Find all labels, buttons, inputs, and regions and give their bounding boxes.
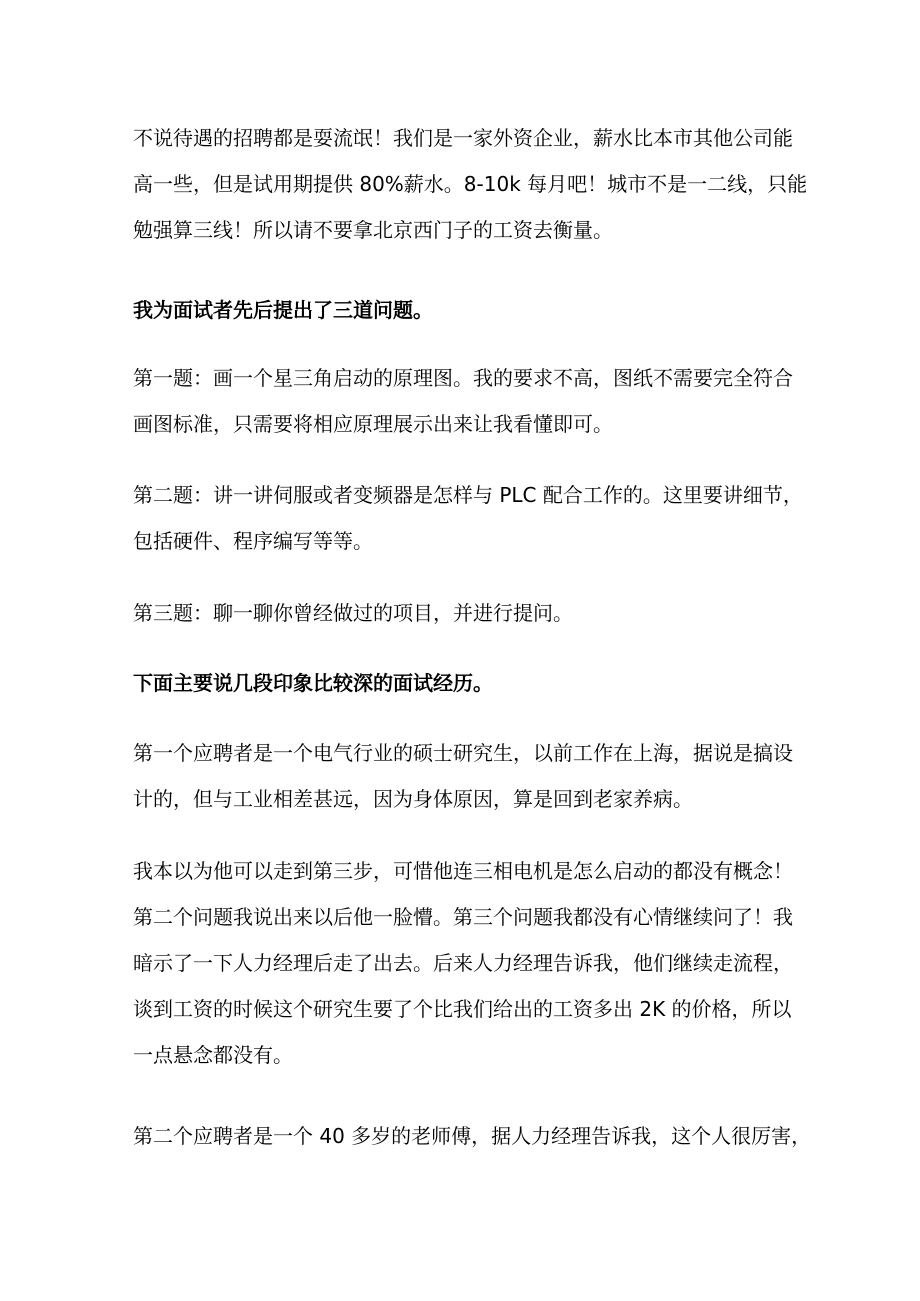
text-line: 高一些，但是试用期提供 80%薪水。8-10k 每月吧！城市不是一二线，只能 [133, 172, 808, 196]
text-line: 计的，但与工业相差甚远，因为身体原因，算是回到老家养病。 [133, 787, 693, 811]
text-line: 我本以为他可以走到第三步，可惜他连三相电机是怎么启动的都没有概念！ [133, 859, 793, 883]
text-line: 第三题：聊一聊你曾经做过的项目，并进行提问。 [133, 601, 573, 625]
paragraph-question-one [133, 355, 793, 447]
paragraph-question-three [133, 590, 793, 636]
text-line: 第二个应聘者是一个 40 多岁的老师傅，据人力经理告诉我，这个人很厉害， [133, 1124, 812, 1148]
text-line: 我为面试者先后提出了三道问题。 [133, 298, 433, 322]
paragraph-first-candidate-result [133, 848, 793, 1078]
text-line: 谈到工资的时候这个研究生要了个比我们给出的工资多出 2K 的价格，所以 [133, 997, 792, 1021]
paragraph-second-candidate [133, 1113, 812, 1159]
paragraph-questions-heading [133, 287, 793, 333]
text-line: 第一个应聘者是一个电气行业的硕士研究生，以前工作在上海，据说是搞设 [133, 741, 793, 765]
paragraph-question-two [133, 472, 803, 564]
text-line: 第一题：画一个星三角启动的原理图。我的要求不高，图纸不需要完全符合 [133, 366, 793, 390]
text-line: 第二题：讲一讲伺服或者变频器是怎样与 PLC 配合工作的。这里要讲细节， [133, 483, 803, 507]
paragraph-experiences-heading [133, 660, 793, 706]
text-line: 暗示了一下人力经理后走了出去。后来人力经理告诉我，他们继续走流程， [133, 951, 793, 975]
text-line: 包括硬件、程序编写等等。 [133, 529, 373, 553]
text-line: 不说待遇的招聘都是耍流氓！我们是一家外资企业，薪水比本市其他公司能 [133, 126, 793, 150]
text-line: 下面主要说几段印象比较深的面试经历。 [133, 671, 493, 695]
text-line: 画图标准，只需要将相应原理展示出来让我看懂即可。 [133, 412, 613, 436]
paragraph-first-candidate [133, 730, 793, 822]
text-line: 勉强算三线！所以请不要拿北京西门子的工资去衡量。 [133, 218, 613, 242]
text-line: 第二个问题我说出来以后他一脸懵。第三个问题我都没有心情继续问了！我 [133, 905, 793, 929]
text-line: 一点悬念都没有。 [133, 1043, 293, 1067]
paragraph-salary [133, 115, 808, 253]
